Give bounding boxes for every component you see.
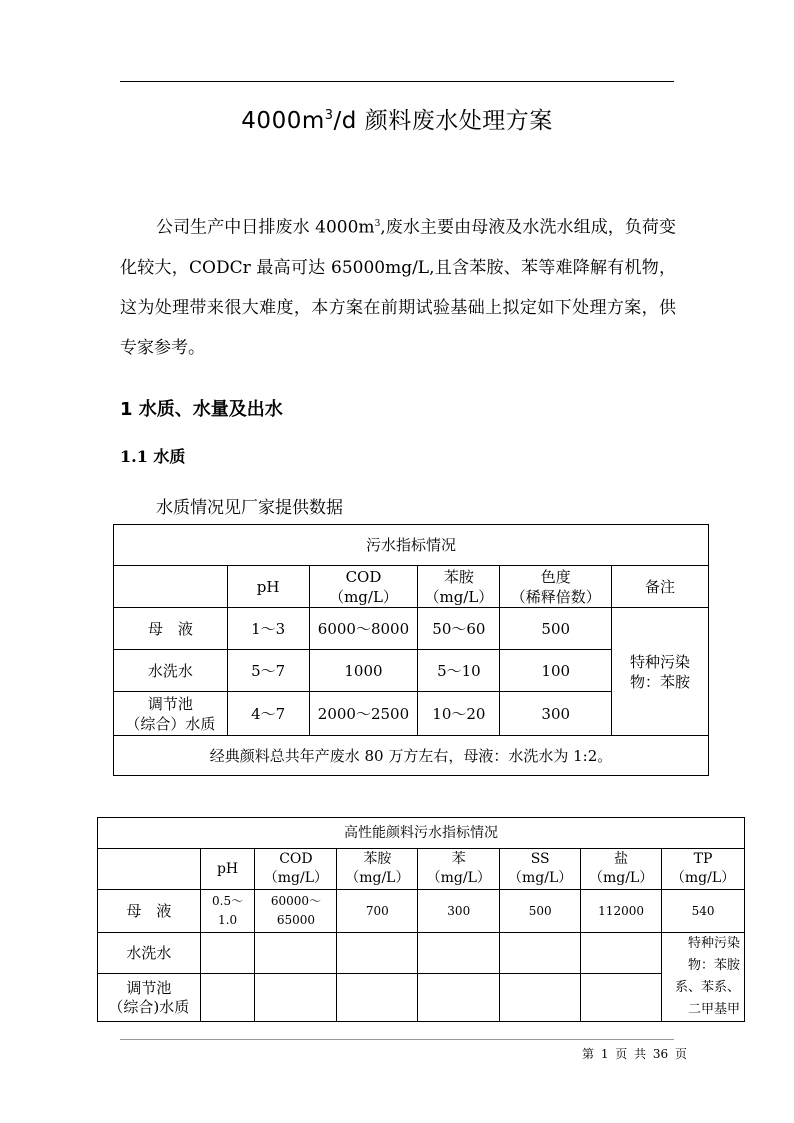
- table-header-salt: 盐 （mg/L）: [581, 849, 662, 890]
- cell-empty: [255, 974, 337, 1022]
- cell-note: 特种污染 物：苯胺 系、苯系、 二甲基甲: [662, 933, 745, 1022]
- wastewater-indicator-table: [113, 524, 709, 776]
- row-name: 水洗水: [114, 650, 228, 692]
- cell-aniline: 50～60: [418, 608, 500, 650]
- table-header-blank: [114, 566, 228, 608]
- table-header-aniline: 苯胺 （mg/L）: [337, 849, 418, 890]
- cell-empty: [337, 974, 418, 1022]
- cell-color: 300: [500, 692, 612, 736]
- table-header-note: 备注: [612, 566, 709, 608]
- table-header-ss: SS （mg/L）: [500, 849, 581, 890]
- table-row: [114, 608, 709, 650]
- table-header-color: 色度 （稀释倍数）: [500, 566, 612, 608]
- table-footer-note: 经典颜料总共年产废水 80 万方左右，母液：水洗水为 1:2。: [114, 736, 709, 776]
- cell-aniline: 5～10: [418, 650, 500, 692]
- intro-paragraph: 公司生产中日排废水 $4000m^3$,废水主要由母液及水洗水组成，负荷变化较大，CODCr 最高可达 65000mg/L,且含苯胺、苯等难降解有机物，这为处理带来很大难度，本方案在前期试验基础上拟定如下处理方案，供专家参考。: [120, 217, 676, 358]
- cell-aniline: 10～20: [418, 692, 500, 736]
- table-row: [98, 933, 745, 974]
- cell-empty: [581, 974, 662, 1022]
- table-title: 污水指标情况: [114, 525, 709, 566]
- table-title: 高性能颜料污水指标情况: [98, 818, 745, 849]
- row-name: 水洗水: [98, 933, 201, 974]
- cell-cod: 1000: [309, 650, 418, 692]
- cell-empty: [337, 933, 418, 974]
- cell-color: 500: [500, 608, 612, 650]
- cell-note: 特种污染物：苯胺: [612, 608, 709, 736]
- table-header-aniline: 苯胺 （mg/L）: [418, 566, 500, 608]
- cell-aniline: 700: [337, 890, 418, 933]
- table-row: [98, 890, 745, 933]
- cell-empty: [418, 933, 500, 974]
- table-header-benzene: 苯 （mg/L）: [418, 849, 500, 890]
- cell-empty: [581, 933, 662, 974]
- cell-cod: 60000～ 65000: [255, 890, 337, 933]
- cell-empty: [500, 974, 581, 1022]
- row-name: 母 液: [98, 890, 201, 933]
- document-title: $4000m^3/d$ 颜料废水处理方案: [241, 108, 553, 134]
- cell-empty: [255, 933, 337, 974]
- table-header-ph: pH: [200, 849, 255, 890]
- cell-ph: 1～3: [227, 608, 309, 650]
- cell-cod: 6000～8000: [309, 608, 418, 650]
- header-rule: [120, 81, 674, 82]
- section-heading-1: 1 水质、水量及出水: [120, 399, 283, 420]
- cell-color: 100: [500, 650, 612, 692]
- table-header-tp: TP （mg/L）: [662, 849, 745, 890]
- table-header-blank: [98, 849, 201, 890]
- cell-salt: 112000: [581, 890, 662, 933]
- cell-ph: 0.5～ 1.0: [200, 890, 255, 933]
- cell-cod: 2000～2500: [309, 692, 418, 736]
- cell-empty: [200, 933, 255, 974]
- cell-tp: 540: [662, 890, 745, 933]
- cell-empty: [200, 974, 255, 1022]
- cell-empty: [500, 933, 581, 974]
- section-heading-1-1: 1.1 水质: [120, 447, 186, 466]
- table-row: [98, 974, 745, 1022]
- table-caption: 水质情况见厂家提供数据: [156, 498, 343, 518]
- row-name: 母 液: [114, 608, 228, 650]
- cell-empty: [418, 974, 500, 1022]
- footer-rule: [120, 1039, 674, 1040]
- cell-ph: 5～7: [227, 650, 309, 692]
- high-performance-pigment-table: [97, 817, 745, 1022]
- row-name: 调节池 （综合)水质: [98, 974, 201, 1022]
- cell-benzene: 300: [418, 890, 500, 933]
- cell-ss: 500: [500, 890, 581, 933]
- table-header-cod: COD （mg/L）: [255, 849, 337, 890]
- row-name: 调节池 （综合）水质: [114, 692, 228, 736]
- page-number: 第 1 页 共 36 页: [582, 1047, 687, 1061]
- table-header-ph: pH: [227, 566, 309, 608]
- table-header-cod: COD （mg/L）: [309, 566, 418, 608]
- cell-ph: 4～7: [227, 692, 309, 736]
